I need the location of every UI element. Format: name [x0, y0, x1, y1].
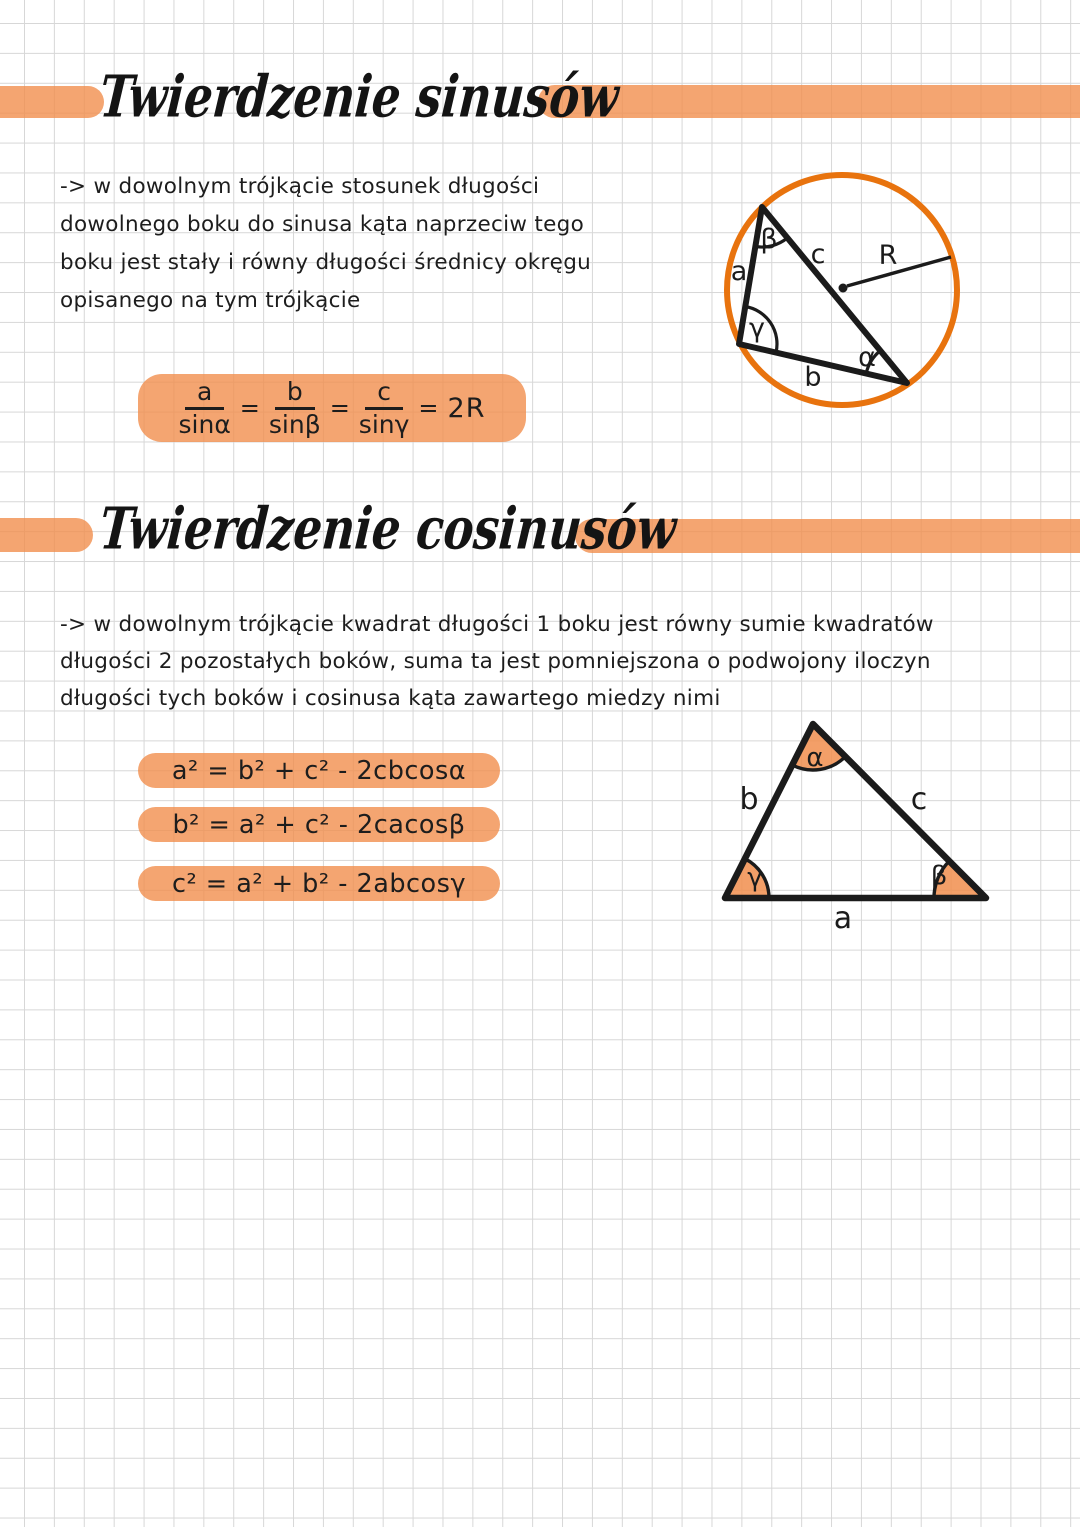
- side-c-label: c: [810, 239, 826, 270]
- title-highlight-right: [538, 85, 1080, 118]
- paragraph-line: boku jest stały i równy długości średnicy okręgu: [60, 250, 592, 275]
- fraction-denominator: sinα: [178, 410, 231, 439]
- angle-alpha-label: α: [806, 743, 824, 773]
- equals-sign: =: [239, 394, 260, 422]
- title-highlight-left: [0, 518, 93, 552]
- angle-gamma-label: γ: [749, 313, 765, 344]
- paragraph-line: -> w dowolnym trójkącie kwadrat długości 1 boku jest równy sumie kwadratów: [60, 612, 934, 637]
- angle-beta-label: β: [930, 861, 948, 891]
- equals-sign: =: [329, 394, 350, 422]
- circle-center-dot: [839, 284, 848, 293]
- side-b-label: b: [804, 362, 822, 393]
- sine-theorem-paragraph: [60, 168, 591, 320]
- equals-sign: =: [418, 394, 439, 422]
- side-b-label: b: [739, 782, 759, 817]
- radius-label: R: [878, 240, 898, 271]
- fraction-c-over-sin-gamma: [359, 378, 410, 438]
- fraction-b-over-sin-beta: [269, 378, 321, 438]
- angle-gamma-label: γ: [747, 863, 763, 893]
- paragraph-line: opisanego na tym trójkącie: [60, 288, 361, 313]
- cosine-theorem-title: Twierdzenie cosinusów: [97, 494, 679, 563]
- title-highlight-left: [0, 86, 104, 118]
- cosine-formula-c-squared: c² = a² + b² - 2abcosγ: [138, 866, 500, 901]
- angle-alpha-label: α: [858, 342, 876, 373]
- side-a-label: a: [730, 256, 748, 287]
- angle-beta-label: β: [760, 224, 778, 255]
- paragraph-line: długości tych boków i cosinusa kąta zawartego miedzy nimi: [60, 686, 721, 711]
- paragraph-line: -> w dowolnym trójkącie stosunek długości: [60, 174, 540, 199]
- paragraph-line: dowolnego boku do sinusa kąta naprzeciw tego: [60, 212, 585, 237]
- law-of-sines-formula: [138, 374, 526, 442]
- fraction-numerator: b: [275, 378, 315, 410]
- radius-line: [847, 257, 951, 286]
- fraction-numerator: a: [185, 378, 224, 410]
- fraction-numerator: c: [365, 378, 403, 410]
- side-a-label: a: [833, 901, 853, 936]
- fraction-denominator: sinγ: [358, 410, 410, 439]
- cosine-formula-a-squared: a² = b² + c² - 2cbcosα: [138, 753, 500, 788]
- cosine-formula-b-squared: b² = a² + c² - 2cacosβ: [138, 807, 500, 842]
- diameter-2r-value: 2R: [447, 392, 486, 424]
- fraction-a-over-sin-alpha: [179, 378, 231, 438]
- labeled-triangle-diagram: [690, 700, 1020, 940]
- side-c-label: c: [910, 782, 928, 817]
- circumscribed-circle-diagram: [690, 160, 990, 430]
- sine-theorem-title: Twierdzenie sinusów: [97, 62, 622, 131]
- paragraph-line: długości 2 pozostałych boków, suma ta jest pomniejszona o podwojony iloczyn: [60, 649, 931, 674]
- fraction-denominator: sinβ: [268, 410, 321, 439]
